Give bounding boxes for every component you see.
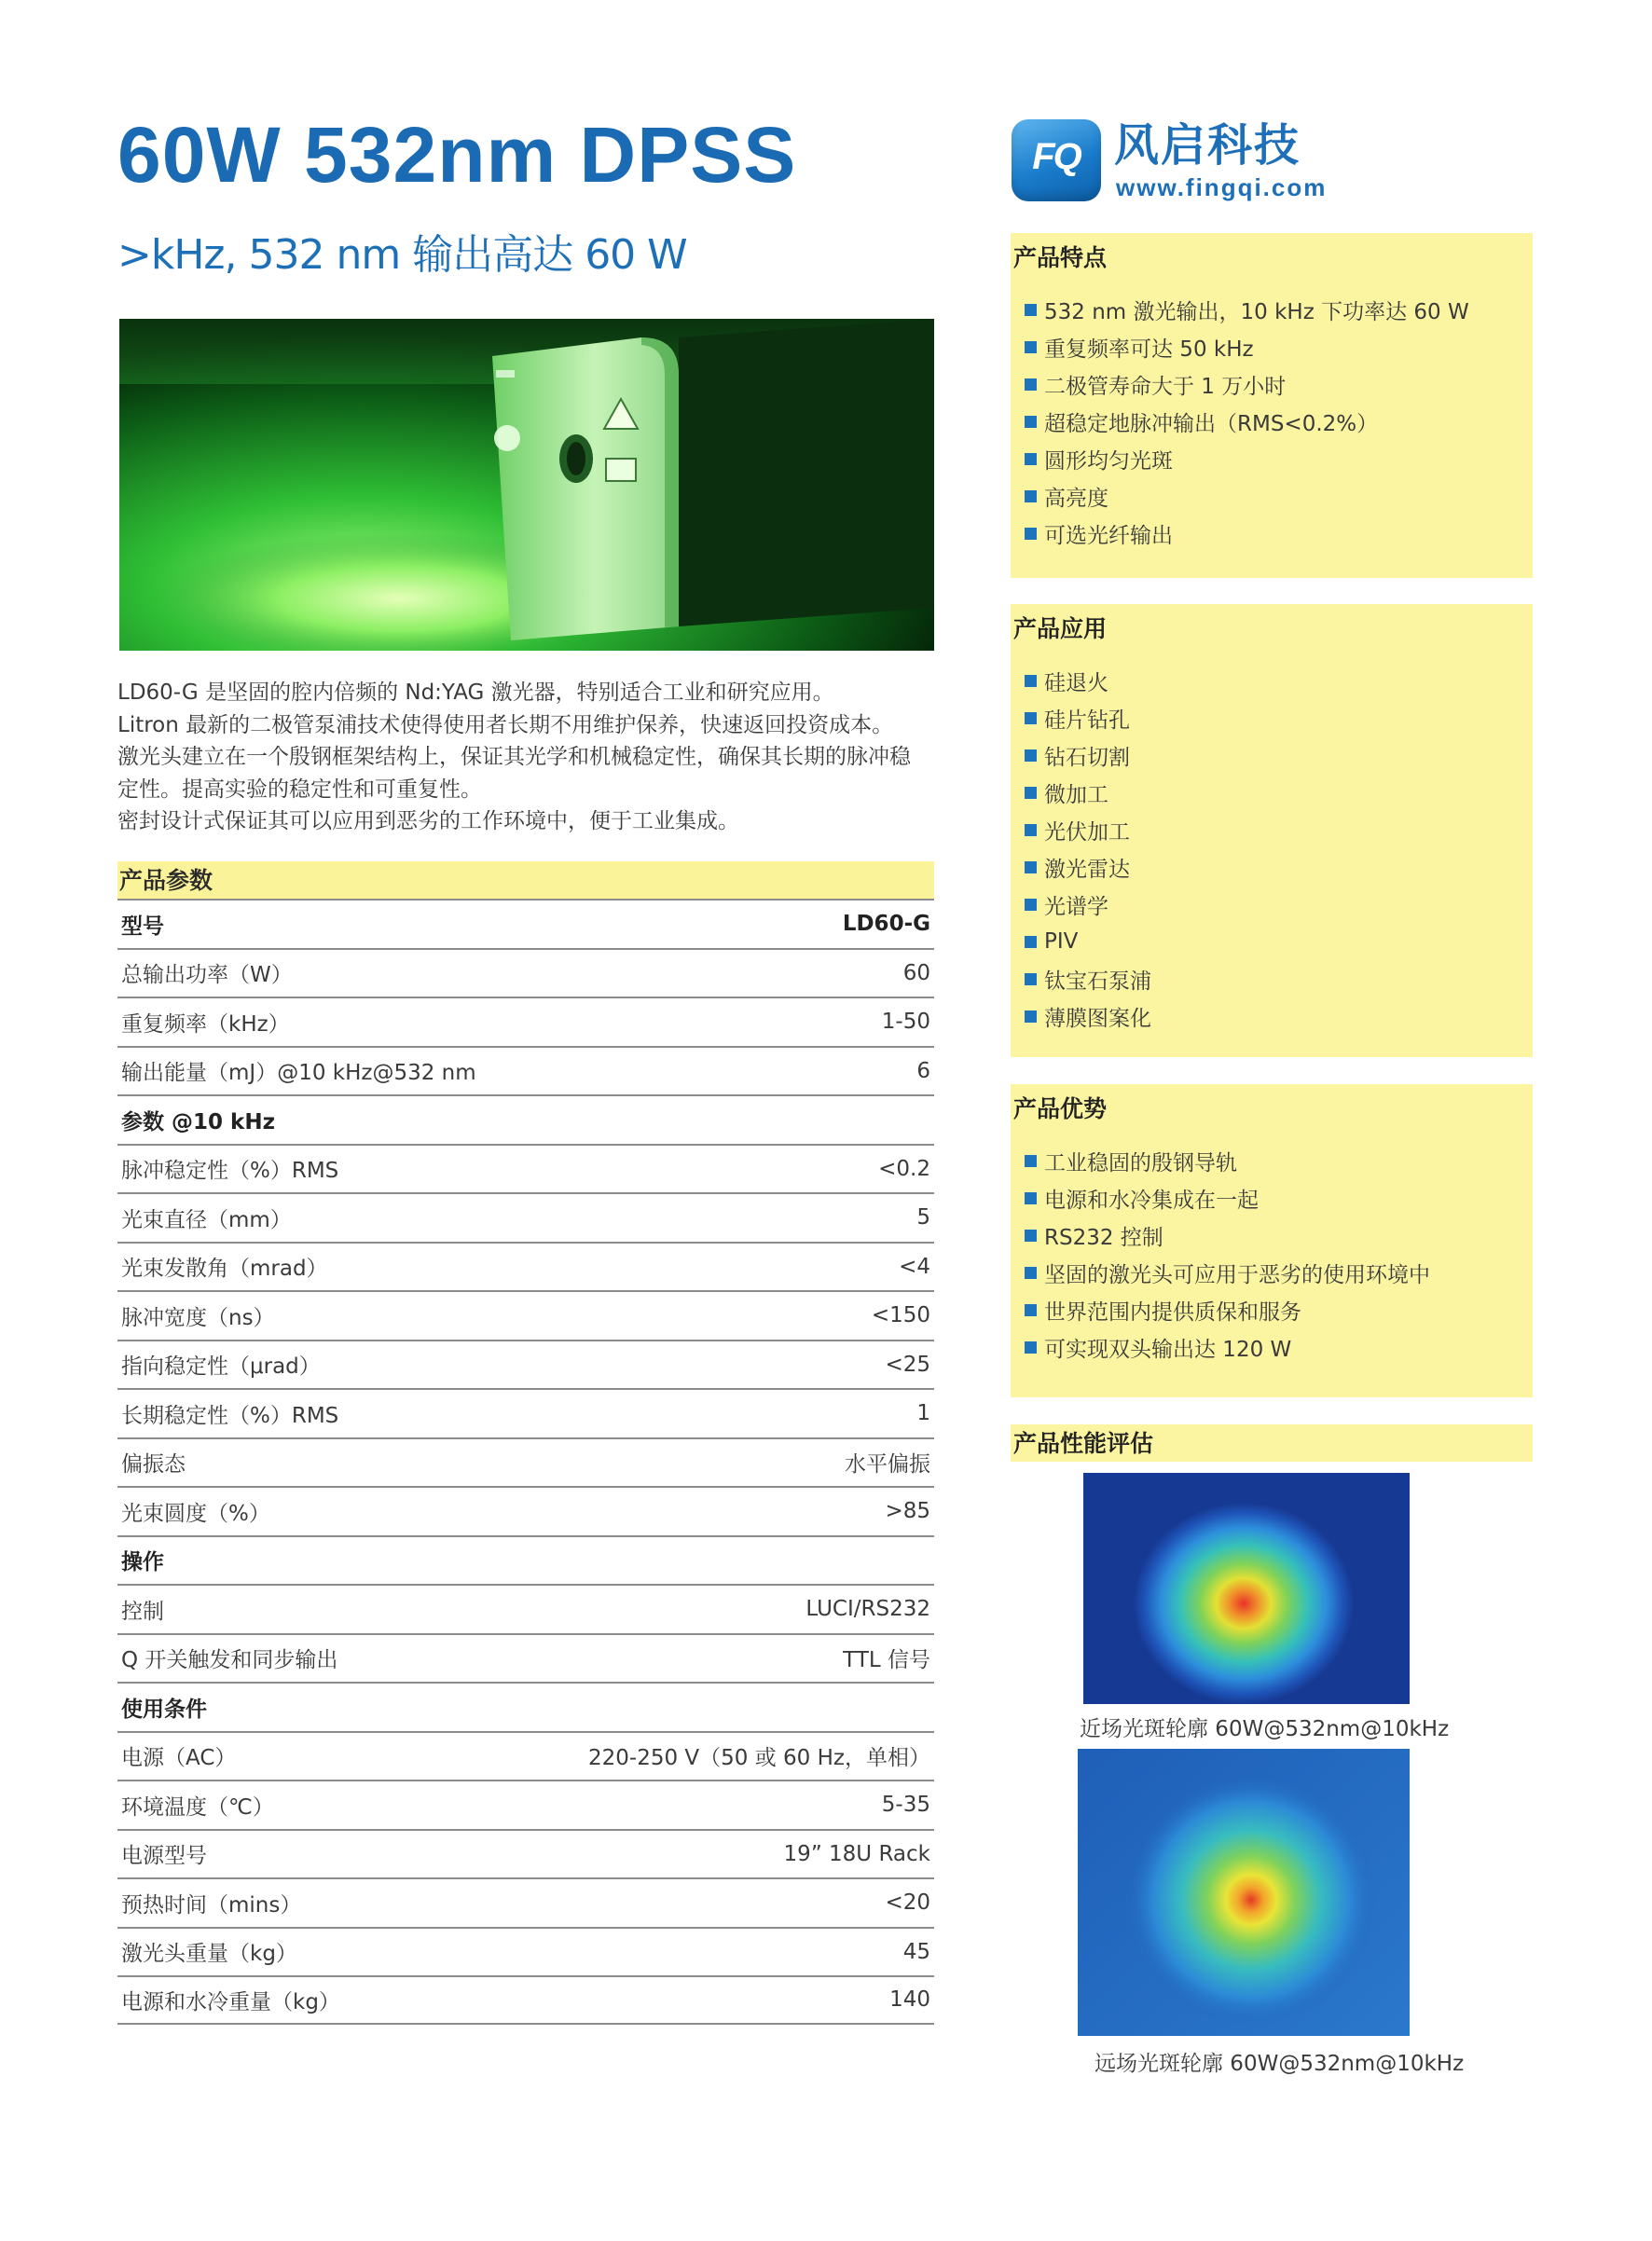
spec-row: [117, 1584, 934, 1633]
list-item-text: 激光雷达: [1044, 857, 1130, 882]
list-item-text: 二极管寿命大于 1 万小时: [1044, 374, 1287, 399]
spec-value: 19” 18U Rack: [783, 1841, 930, 1866]
spec-value: TTL 信号: [843, 1648, 930, 1673]
spec-value: >85: [885, 1499, 930, 1524]
logo-company-name: 风启科技: [1114, 119, 1301, 172]
spec-row: [117, 899, 934, 948]
spec-row: [117, 1388, 934, 1437]
spec-label: 激光头重量（kg）: [121, 1942, 297, 1967]
square-bullet-icon: [1025, 861, 1037, 873]
spec-label: 光束圆度（%）: [121, 1501, 270, 1526]
square-bullet-icon: [1025, 341, 1037, 353]
spec-row: [117, 1144, 934, 1193]
spec-value: 5: [916, 1205, 930, 1230]
list-item-text: 钻石切割: [1044, 745, 1130, 770]
list-item: [1011, 1328, 1533, 1366]
spec-label: 操作: [121, 1550, 164, 1575]
company-logo: [1012, 119, 1347, 209]
description-line: 密封设计式保证其可以应用到恶劣的工作环境中，便于工业集成。: [117, 809, 739, 833]
list-item: [1011, 403, 1533, 440]
list-item: [1011, 1142, 1533, 1179]
list-item-text: 光伏加工: [1044, 819, 1130, 845]
logo-mark-icon: [1012, 119, 1101, 201]
list-item-text: 硅退火: [1044, 670, 1108, 695]
square-bullet-icon: [1025, 1011, 1037, 1023]
logo-mark-text: FQ: [1032, 136, 1081, 177]
spec-row: [117, 1877, 934, 1927]
square-bullet-icon: [1025, 749, 1037, 762]
spec-label: 型号: [121, 914, 164, 939]
list-item-text: 532 nm 激光输出，10 kHz 下功率达 60 W: [1044, 299, 1469, 324]
spec-row: [117, 1535, 934, 1585]
spec-label: 预热时间（mins）: [121, 1892, 302, 1918]
list-item-text: 重复频率可达 50 kHz: [1044, 337, 1254, 362]
list-item-text: 可实现双头输出达 120 W: [1044, 1337, 1292, 1362]
description-line: LD60-G 是坚固的腔内倍频的 Nd:YAG 激光器，特别适合工业和研究应用。: [117, 681, 834, 705]
spec-value: 水平偏振: [845, 1452, 930, 1478]
spec-row: [117, 1975, 934, 2025]
spec-label: 环境温度（℃）: [121, 1794, 274, 1820]
spec-row: [117, 1682, 934, 1731]
list-item-text: 高亮度: [1044, 486, 1108, 511]
square-bullet-icon: [1025, 675, 1037, 687]
list-item-text: 坚固的激光头可应用于恶劣的使用环境中: [1044, 1262, 1430, 1287]
list-item-text: 薄膜图案化: [1044, 1006, 1151, 1031]
spec-row: [117, 1290, 934, 1340]
list-item: [1011, 923, 1533, 960]
list-item: [1011, 960, 1533, 997]
list-item: [1011, 1217, 1533, 1254]
square-bullet-icon: [1025, 712, 1037, 724]
spec-row: [117, 1927, 934, 1976]
spec-value: <150: [871, 1303, 930, 1328]
spec-label: 使用条件: [121, 1697, 207, 1722]
square-bullet-icon: [1025, 453, 1037, 465]
list-item: [1011, 1291, 1533, 1328]
list-item: [1011, 774, 1533, 811]
list-item: [1011, 477, 1533, 515]
list-item: [1011, 291, 1533, 328]
list-item-text: PIV: [1044, 929, 1079, 954]
list-item-text: 硅片钻孔: [1044, 708, 1130, 733]
square-bullet-icon: [1025, 787, 1037, 799]
spec-value: 6: [916, 1058, 930, 1083]
spec-label: 重复频率（kHz）: [121, 1011, 290, 1037]
spec-value: 140: [889, 1987, 930, 2013]
features-heading: 产品特点: [1013, 244, 1108, 271]
description-line: 激光头建立在一个殷钢框架结构上，保证其光学和机械稳定性，确保其长期的脉冲稳: [117, 745, 911, 769]
spec-value: <0.2: [878, 1156, 930, 1181]
specs-heading: 产品参数: [117, 861, 934, 899]
spec-value: <25: [885, 1352, 930, 1377]
list-item-text: 超稳定地脉冲输出（RMS<0.2%）: [1044, 411, 1379, 436]
spec-label: 控制: [121, 1599, 164, 1624]
spec-label: 输出能量（mJ）@10 kHz@532 nm: [121, 1061, 476, 1086]
list-item: [1011, 886, 1533, 923]
spec-label: 脉冲稳定性（%）RMS: [121, 1159, 339, 1184]
list-item: [1011, 699, 1533, 736]
spec-row: [117, 1829, 934, 1878]
list-item: [1011, 440, 1533, 477]
page-subtitle: >kHz, 532 nm 输出高达 60 W: [117, 231, 687, 279]
square-bullet-icon: [1025, 1341, 1037, 1354]
list-item-text: 圆形均匀光斑: [1044, 448, 1173, 474]
list-item: [1011, 811, 1533, 848]
nearfield-beam-profile-image: [1083, 1473, 1410, 1704]
applications-list: [1011, 662, 1533, 1035]
spec-value: LUCI/RS232: [805, 1597, 930, 1622]
spec-row: [117, 1242, 934, 1291]
square-bullet-icon: [1025, 528, 1037, 540]
spec-value: 45: [902, 1939, 930, 1964]
list-item: [1011, 1179, 1533, 1217]
list-item: [1011, 515, 1533, 552]
spec-value: <4: [899, 1254, 930, 1279]
advantages-list: [1011, 1142, 1533, 1366]
list-item: [1011, 736, 1533, 774]
specs-rows: [117, 899, 934, 2025]
spec-row: [117, 1486, 934, 1535]
square-bullet-icon: [1025, 1304, 1037, 1316]
spec-row: [117, 1094, 934, 1144]
square-bullet-icon: [1025, 1155, 1037, 1167]
spec-row: [117, 997, 934, 1046]
nearfield-caption: 近场光斑轮廓 60W@532nm@10kHz: [1080, 1717, 1450, 1741]
square-bullet-icon: [1025, 378, 1037, 391]
list-item-text: 光谱学: [1044, 894, 1108, 919]
square-bullet-icon: [1025, 1267, 1037, 1279]
list-item: [1011, 662, 1533, 699]
spec-row: [117, 1192, 934, 1242]
square-bullet-icon: [1025, 824, 1037, 836]
advantages-heading: 产品优势: [1013, 1095, 1108, 1122]
spec-row: [117, 1731, 934, 1780]
square-bullet-icon: [1025, 1230, 1037, 1242]
description-line: Litron 最新的二极管泵浦技术使得使用者长期不用维护保养，快速返回投资成本。: [117, 712, 894, 737]
square-bullet-icon: [1025, 899, 1037, 911]
spec-label: 光束发散角（mrad）: [121, 1257, 328, 1282]
square-bullet-icon: [1025, 1192, 1037, 1204]
spec-label: 光束直径（mm）: [121, 1207, 292, 1232]
square-bullet-icon: [1025, 416, 1037, 428]
spec-label: 偏振态: [121, 1452, 186, 1478]
logo-website-url: www.fingqi.com: [1116, 173, 1328, 201]
laser-product-photo: [119, 319, 934, 651]
features-list: [1011, 291, 1533, 552]
spec-label: 参数 @10 kHz: [121, 1109, 275, 1134]
list-item-text: 工业稳固的殷钢导轨: [1044, 1150, 1237, 1175]
spec-label: 电源型号: [121, 1844, 207, 1869]
spec-row: [117, 1633, 934, 1683]
specs-table: [117, 861, 934, 2025]
list-item-text: 可选光纤输出: [1044, 523, 1173, 548]
spec-row: [117, 948, 934, 997]
spec-value: 60: [902, 960, 930, 985]
spec-label: 总输出功率（W）: [121, 963, 293, 988]
list-item: [1011, 365, 1533, 403]
spec-label: 指向稳定性（μrad）: [121, 1354, 321, 1380]
spec-value: 1-50: [881, 1010, 930, 1035]
spec-value: 1: [916, 1401, 930, 1426]
list-item-text: 微加工: [1044, 782, 1108, 807]
spec-row: [117, 1340, 934, 1389]
page-title: 60W 532nm DPSS: [117, 111, 797, 199]
farfield-caption: 远场光斑轮廓 60W@532nm@10kHz: [1094, 2052, 1465, 2076]
list-item-text: RS232 控制: [1044, 1225, 1163, 1250]
advantages-box: [1011, 1084, 1533, 1397]
square-bullet-icon: [1025, 936, 1037, 948]
spec-row: [117, 1046, 934, 1095]
applications-heading: 产品应用: [1013, 615, 1108, 642]
spec-value: 220-250 V（50 或 60 Hz，单相）: [588, 1746, 930, 1771]
list-item-text: 电源和水冷集成在一起: [1044, 1188, 1259, 1213]
spec-label: 长期稳定性（%）RMS: [121, 1403, 339, 1428]
list-item-text: 钛宝石泵浦: [1044, 969, 1151, 994]
spec-label: 脉冲宽度（ns）: [121, 1305, 275, 1330]
square-bullet-icon: [1025, 973, 1037, 985]
description-line: 定性。提高实验的稳定性和可重复性。: [117, 777, 482, 802]
applications-box: [1011, 604, 1533, 1057]
performance-heading: 产品性能评估: [1011, 1424, 1533, 1462]
list-item: [1011, 997, 1533, 1035]
spec-value: LD60-G: [842, 912, 930, 937]
spec-label: 电源（AC）: [121, 1746, 237, 1771]
product-description: [117, 677, 957, 838]
farfield-beam-profile-image: [1078, 1749, 1410, 2036]
list-item: [1011, 328, 1533, 365]
spec-value: <20: [885, 1890, 930, 1916]
features-box: [1011, 233, 1533, 578]
spec-row: [117, 1437, 934, 1487]
spec-value: 5-35: [881, 1793, 930, 1818]
spec-row: [117, 1780, 934, 1829]
square-bullet-icon: [1025, 304, 1037, 316]
spec-label: 电源和水冷重量（kg）: [121, 1989, 340, 2014]
square-bullet-icon: [1025, 490, 1037, 502]
list-item: [1011, 848, 1533, 886]
spec-label: Q 开关触发和同步输出: [121, 1648, 338, 1673]
list-item: [1011, 1254, 1533, 1291]
list-item-text: 世界范围内提供质保和服务: [1044, 1299, 1301, 1325]
